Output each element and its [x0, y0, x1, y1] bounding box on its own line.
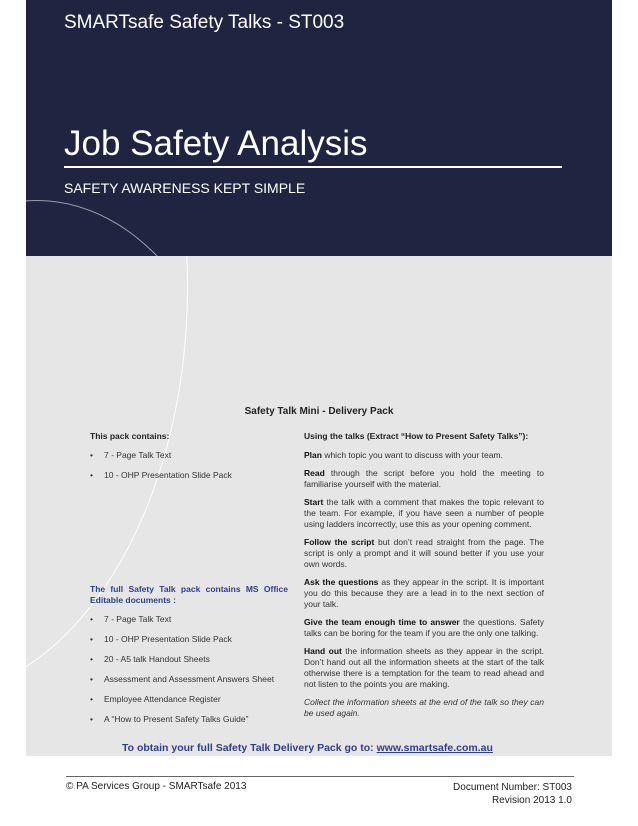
footer-copyright: © PA Services Group - SMARTsafe 2013: [66, 781, 247, 792]
pack-contents-column: [90, 431, 288, 724]
paragraph-lead: Give the team enough time to answer: [304, 617, 460, 627]
using-talks-column: [304, 431, 544, 726]
revision: Revision 2013 1.0: [491, 795, 572, 806]
paragraph-lead: Read: [304, 468, 325, 478]
list-item: • 10 - OHP Presentation Slide Pack: [90, 634, 288, 645]
paragraph-text: the information sheets as they appear in the script. Don’t hand out all the information sheets at the start of the talk otherwise there is a temptation for the team to read ahead and not listen to the points you are making.: [304, 646, 544, 689]
footer-divider: [66, 776, 574, 777]
cover-header: [26, 0, 612, 256]
paragraph-text: the questions. Safety talks can be boring for the team if you are the only one talking.: [304, 617, 545, 638]
paragraph-lead: Ask the questions: [304, 577, 379, 587]
list-item: • 7 - Page Talk Text: [90, 450, 288, 461]
paragraph-read: [304, 468, 544, 490]
website-link[interactable]: www.smartsafe.com.au: [376, 742, 493, 754]
paragraph-collect: Collect the information sheets at the end of the talk so they can be used again.: [304, 697, 544, 718]
list-item: • 10 - OHP Presentation Slide Pack: [90, 470, 288, 481]
paragraph-plan: [304, 450, 544, 461]
call-to-action: [122, 742, 493, 754]
series-title: SMARTsafe Safety Talks - ST003: [64, 12, 345, 33]
full-pack-list: [90, 614, 288, 725]
paragraph-text: but don’t read straight from the page. The script is only a prompt and it will sound better if you use your own words.: [304, 537, 545, 569]
list-item: • 7 - Page Talk Text: [90, 614, 288, 625]
document-number: Document Number: ST003: [453, 782, 572, 793]
contains-heading: This pack contains:: [90, 431, 170, 441]
footer-document-info: [453, 781, 572, 807]
document-title: Job Safety Analysis: [64, 124, 368, 163]
paragraph-lead: Hand out: [304, 646, 342, 656]
decorative-arc: [26, 200, 248, 256]
paragraph-text: which topic you want to discuss with your team.: [321, 450, 503, 460]
paragraph-hand-out: [304, 646, 544, 690]
paragraph-lead: Follow the script: [304, 537, 375, 547]
paragraph-lead: Plan: [304, 450, 322, 460]
pack-heading: Safety Talk Mini - Delivery Pack: [244, 406, 394, 417]
list-item: • A “How to Present Safety Talks Guide”: [90, 714, 288, 725]
paragraph-text: as they appear in the script. It is important you do this because they are a lead in to the next section of your talk.: [304, 577, 544, 609]
full-pack-block: [90, 584, 288, 734]
cta-text: To obtain your full Safety Talk Delivery Pack go to:: [122, 742, 377, 754]
paragraph-ask: [304, 577, 544, 610]
paragraph-follow: [304, 537, 544, 570]
using-heading: Using the talks (Extract “How to Present Safety Talks”):: [304, 431, 529, 441]
paragraph-text: the talk with a comment that makes the topic relevant to the team. For example, if you have seen a number of people using ladders incorrectly, use this as your opening comment.: [304, 497, 544, 529]
list-item: • 20 - A5 talk Handout Sheets: [90, 654, 288, 665]
list-item: • Employee Attendance Register: [90, 694, 288, 705]
paragraph-give-time: [304, 617, 544, 639]
paragraph-start: [304, 497, 544, 530]
list-item: • Assessment and Assessment Answers Sheet: [90, 674, 288, 685]
contains-list: [90, 450, 288, 481]
full-pack-heading: The full Safety Talk pack contains MS Office Editable documents :: [90, 584, 288, 605]
paragraph-text: through the script before you hold the meeting to familiarise yourself with the material.: [304, 468, 544, 489]
paragraph-lead: Start: [304, 497, 324, 507]
title-underline: [64, 166, 562, 168]
document-subtitle: SAFETY AWARENESS KEPT SIMPLE: [64, 180, 306, 196]
